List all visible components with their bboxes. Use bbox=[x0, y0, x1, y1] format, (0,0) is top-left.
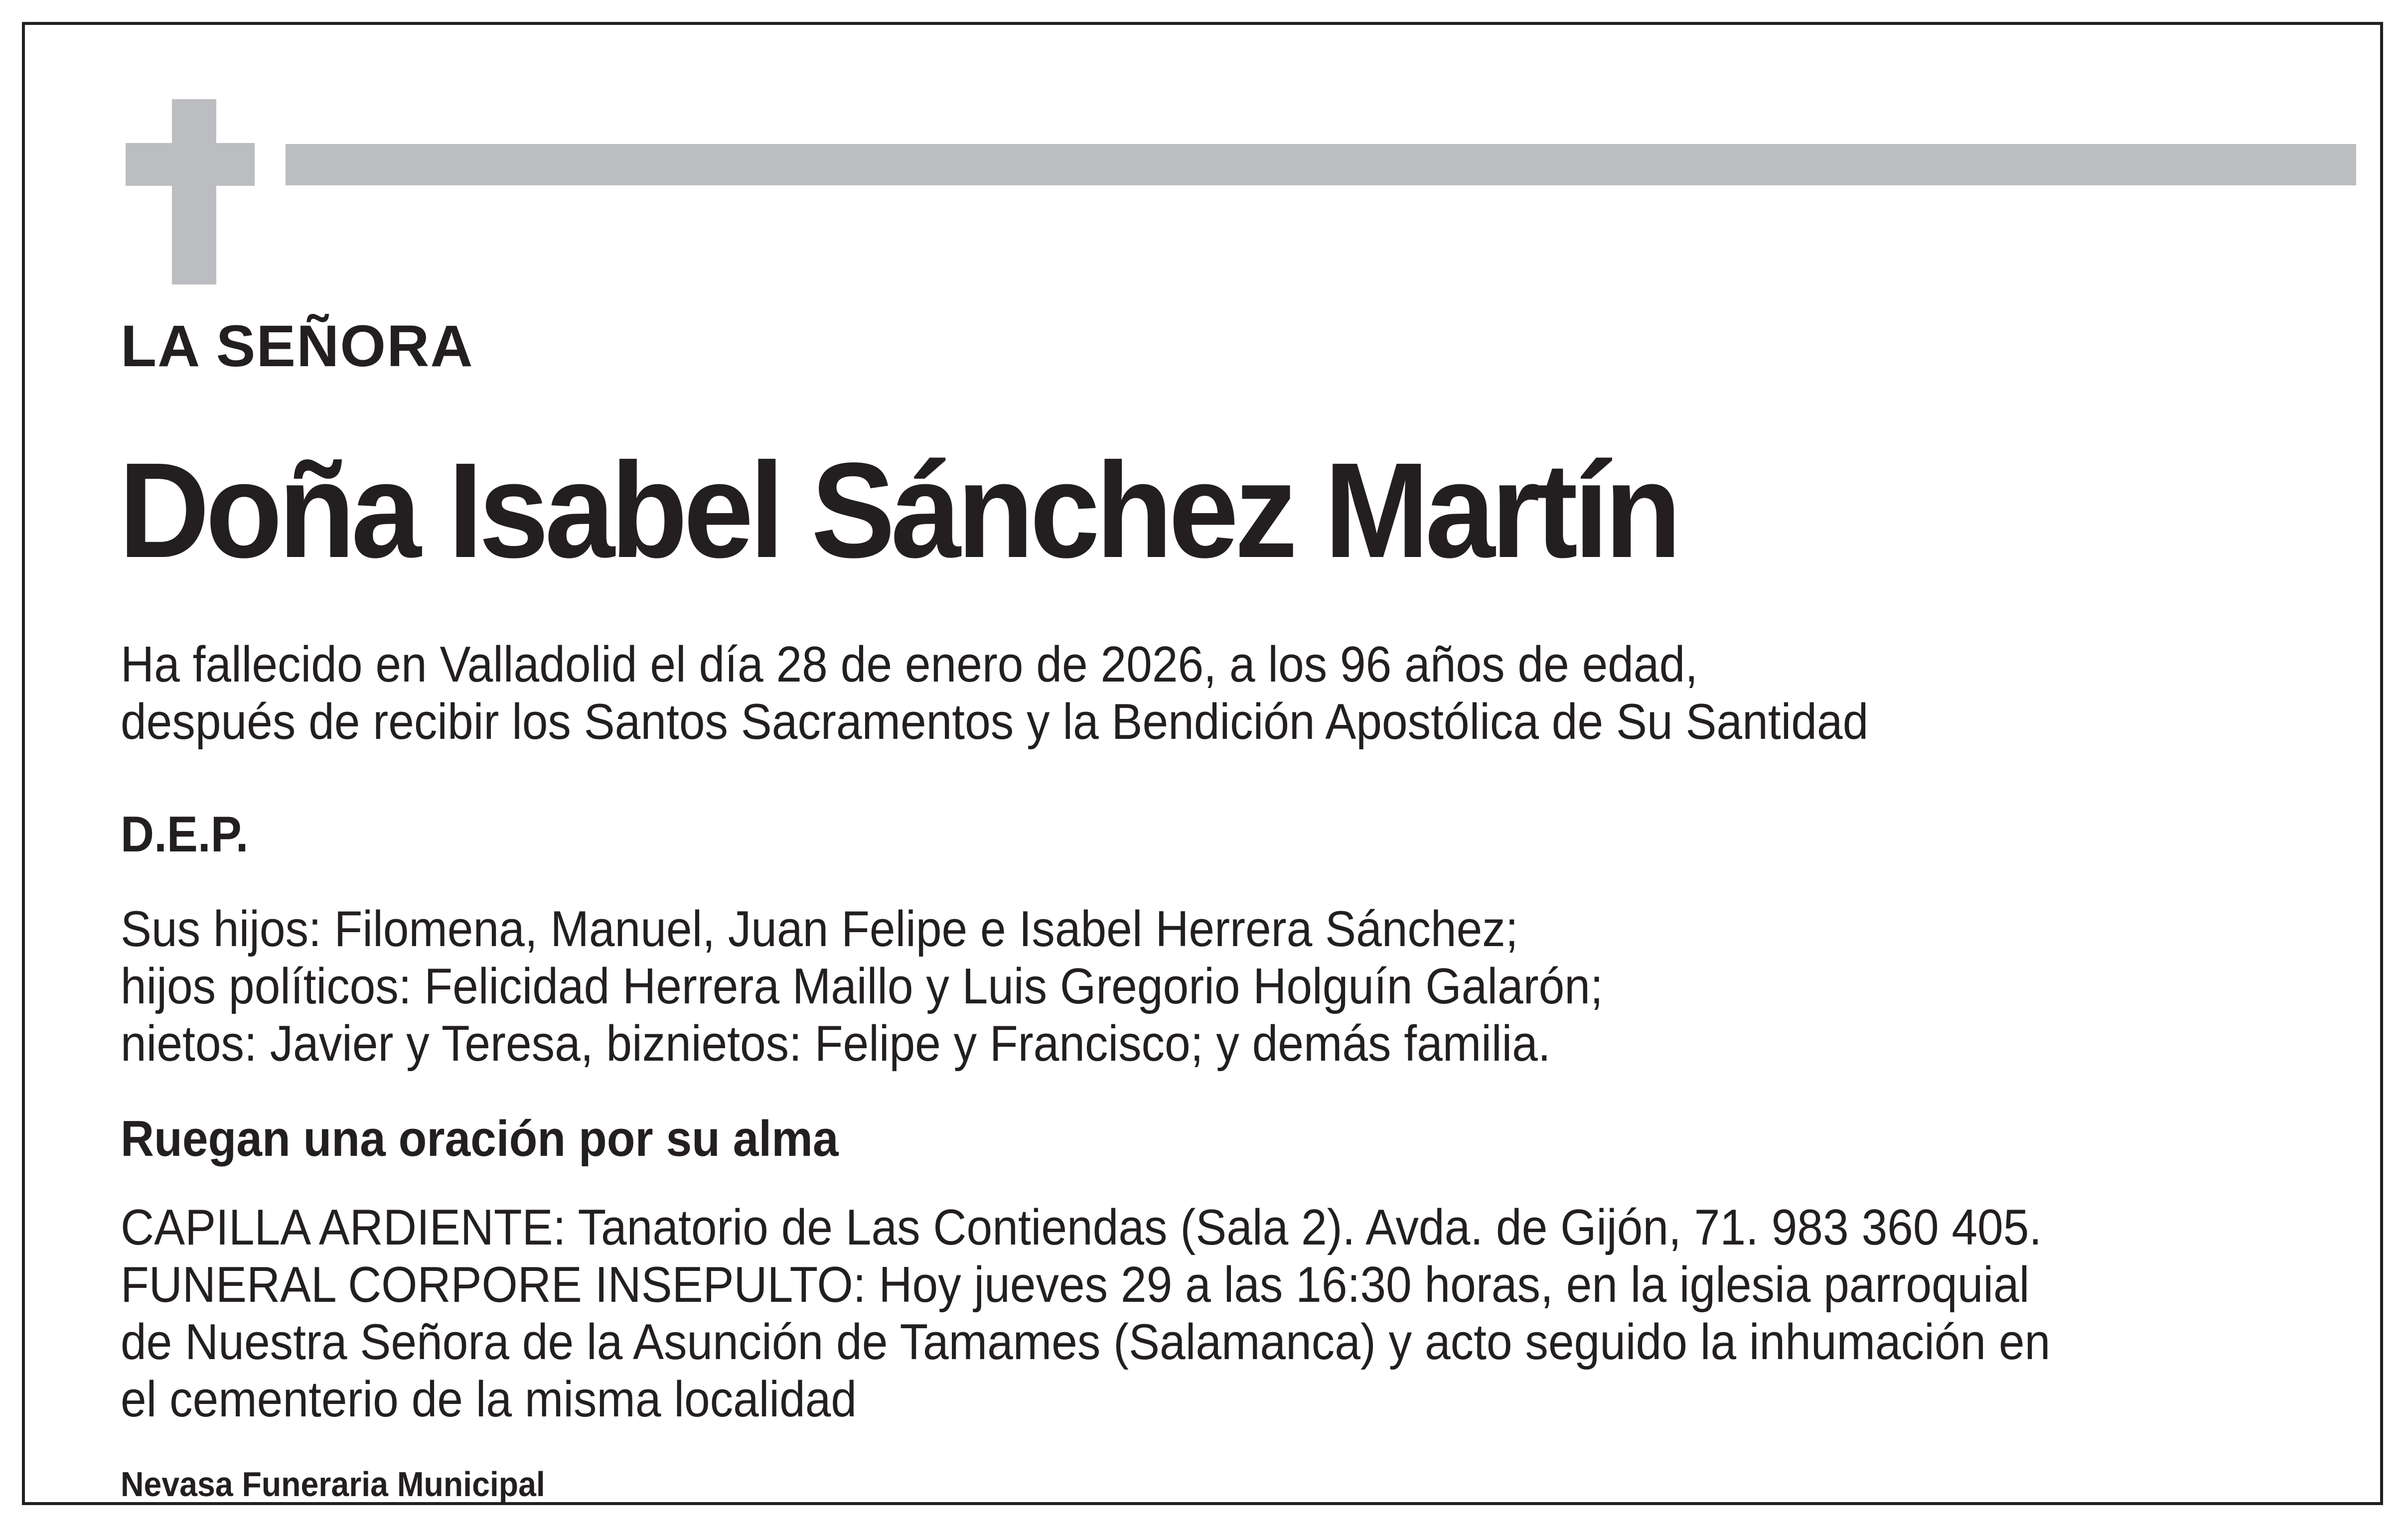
death-announcement bbox=[121, 636, 1868, 751]
family-line: hijos políticos: Felicidad Herrera Maillo y Luis Gregorio Holguín Galarón; bbox=[121, 959, 1603, 1014]
prayer-request: Ruegan una oración por su alma bbox=[121, 1111, 839, 1167]
cross-icon-horizontal-bar bbox=[126, 143, 255, 186]
family-line: nietos: Javier y Teresa, biznietos: Felipe y Francisco; y demás familia. bbox=[121, 1016, 1551, 1072]
dep-abbreviation: D.E.P. bbox=[121, 807, 249, 862]
obituary-notice bbox=[22, 22, 2383, 1505]
funeral-details bbox=[121, 1199, 2050, 1428]
death-line: Ha fallecido en Valladolid el día 28 de enero de 2026, a los 96 años de edad, bbox=[121, 637, 1698, 693]
funeral-line: de Nuestra Señora de la Asunción de Tamames (Salamanca) y acto seguido la inhumación en bbox=[121, 1314, 2051, 1370]
funeral-line: FUNERAL CORPORE INSEPULTO: Hoy jueves 29 a las 16:30 horas, en la iglesia parroquial bbox=[121, 1257, 2030, 1313]
funeral-line: CAPILLA ARDIENTE: Tanatorio de Las Contiendas (Sala 2). Avda. de Gijón, 71. 983 360 405. bbox=[121, 1200, 2042, 1255]
death-line: después de recibir los Santos Sacramentos y la Bendición Apostólica de Su Santidad bbox=[121, 694, 1869, 750]
family-list bbox=[121, 901, 1603, 1073]
funeral-line: el cementerio de la misma localidad bbox=[121, 1372, 857, 1427]
family-line: Sus hijos: Filomena, Manuel, Juan Felipe e Isabel Herrera Sánchez; bbox=[121, 901, 1518, 957]
cross-icon-vertical-bar bbox=[172, 99, 216, 284]
honorific-title: LA SEÑORA bbox=[121, 313, 474, 379]
deceased-name: Doña Isabel Sánchez Martín bbox=[119, 434, 1677, 586]
funeral-home-signature: Nevasa Funeraria Municipal bbox=[121, 1465, 545, 1504]
header-rule bbox=[286, 144, 2356, 185]
